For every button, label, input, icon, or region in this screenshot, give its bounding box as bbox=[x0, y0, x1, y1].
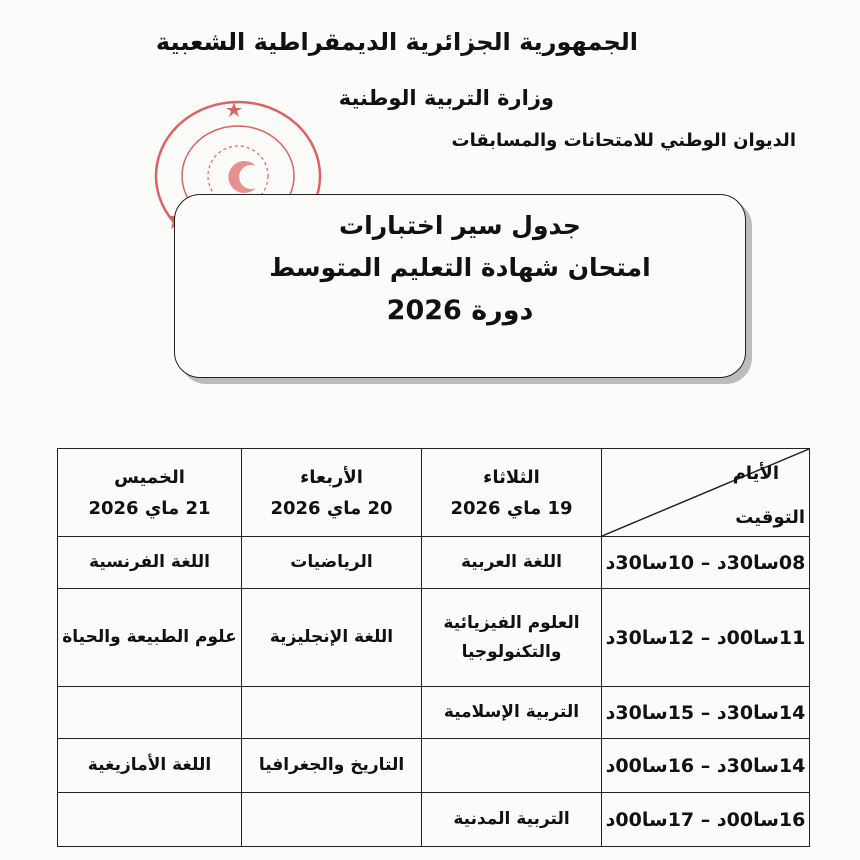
time-slot-cell: 14سا30د – 15سا30د bbox=[602, 687, 810, 739]
time-slot-cell: 14سا30د – 16سا00د bbox=[602, 739, 810, 793]
table-row bbox=[58, 589, 810, 687]
subject-cell: اللغة الفرنسية bbox=[58, 537, 242, 589]
subject-cell: اللغة الأمازيغية bbox=[58, 739, 242, 793]
subject-cell: اللغة الإنجليزية bbox=[242, 589, 422, 687]
table-row bbox=[58, 739, 810, 793]
subject-cell: اللغة العربية bbox=[422, 537, 602, 589]
day-date: 20 ماي 2026 bbox=[270, 497, 393, 519]
subject-cell: التربية الإسلامية bbox=[422, 687, 602, 739]
empty-cell bbox=[242, 687, 422, 739]
table-header-row bbox=[58, 449, 810, 537]
timing-label: التوقيت bbox=[735, 507, 805, 528]
seal-text bbox=[148, 96, 153, 99]
day-header-cell bbox=[422, 449, 602, 537]
table-row bbox=[58, 537, 810, 589]
empty-cell bbox=[422, 739, 602, 793]
time-slot-cell: 08سا30د – 10سا30د bbox=[602, 537, 810, 589]
subject-cell: العلوم الفيزيائية والتكنولوجيا bbox=[422, 589, 602, 687]
table-row bbox=[58, 793, 810, 847]
table-row bbox=[58, 687, 810, 739]
svg-text:وزارة التربية الوطنية - الديوا bbox=[148, 96, 153, 99]
days-label: الأيام bbox=[732, 463, 779, 484]
empty-cell bbox=[58, 793, 242, 847]
subject-cell: التاريخ والجغرافيا bbox=[242, 739, 422, 793]
corner-header-cell bbox=[602, 449, 810, 537]
subject-cell: الرياضيات bbox=[242, 537, 422, 589]
office-heading: الديوان الوطني للامتحانات والمسابقات bbox=[451, 130, 796, 151]
day-date: 21 ماي 2026 bbox=[88, 497, 211, 519]
day-header-cell bbox=[58, 449, 242, 537]
day-name: الثلاثاء bbox=[483, 466, 540, 488]
empty-cell bbox=[242, 793, 422, 847]
republic-heading: الجمهورية الجزائرية الديمقراطية الشعبية bbox=[155, 28, 638, 56]
empty-cell bbox=[58, 687, 242, 739]
subject-cell: علوم الطبيعة والحياة bbox=[58, 589, 242, 687]
day-name: الأربعاء bbox=[300, 466, 363, 488]
day-date: 19 ماي 2026 bbox=[450, 497, 573, 519]
schedule-title: جدول سير اختبارات bbox=[339, 211, 581, 240]
time-slot-cell: 11سا00د – 12سا30د bbox=[602, 589, 810, 687]
title-box bbox=[174, 194, 746, 378]
exam-title: امتحان شهادة التعليم المتوسط bbox=[269, 253, 651, 282]
ministry-heading: وزارة التربية الوطنية bbox=[338, 86, 554, 110]
day-header-cell bbox=[242, 449, 422, 537]
session-title: دورة 2026 bbox=[386, 295, 534, 326]
exam-schedule-table bbox=[57, 448, 810, 847]
day-name: الخميس bbox=[114, 466, 185, 488]
subject-cell: التربية المدنية bbox=[422, 793, 602, 847]
time-slot-cell: 16سا00د – 17سا00د bbox=[602, 793, 810, 847]
